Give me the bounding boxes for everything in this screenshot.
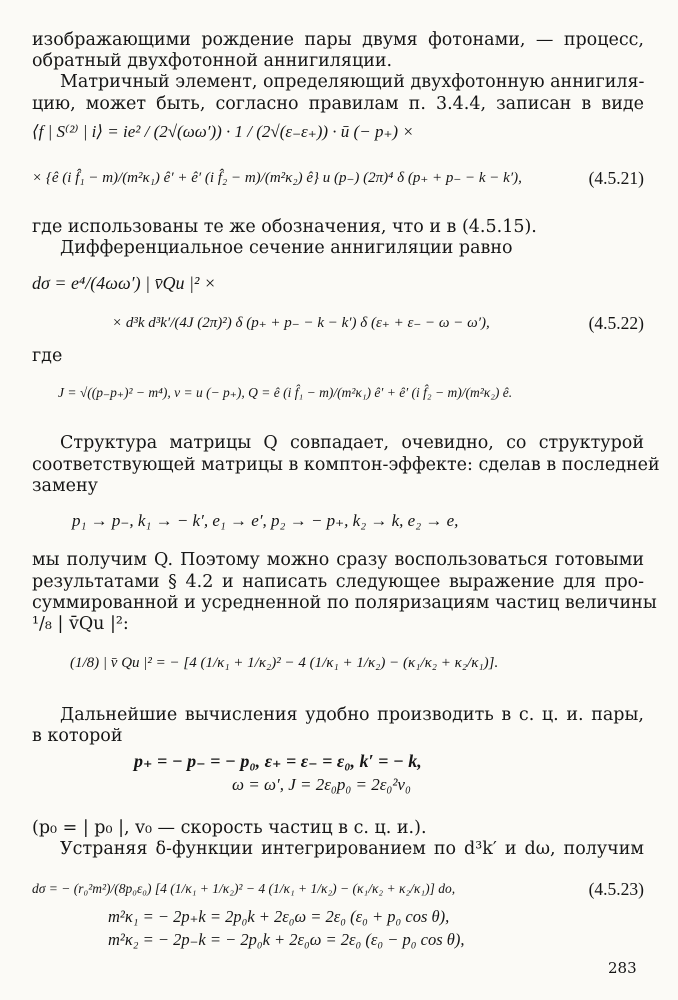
equation-cm-frame-line1: p₊ = − p₋ = − p₀, ε₊ = ε₋ = ε₀, k′ = − k, <box>134 751 422 771</box>
equation-4-5-23-line1: dσ = − (r₀²m²)/(8p₀ε₀) [4 (1/κ₁ + 1/κ₂)² − 4 (1/κ₁ + 1/κ₂) − (κ₁/κ₂ + κ₂/κ₁)] do, <box>32 881 456 896</box>
paragraph-line: Устраняя δ-функции интегрированием по d³k′ и dω, получим <box>60 839 644 859</box>
paragraph-line: мы получим Q. Поэтому можно сразу воспользоваться готовыми <box>32 550 644 570</box>
equation-definitions: J = √((p₋p₊)² − m⁴), v = u (− p₊), Q = ê (i f̂₁ − m)/(m²κ₁) ê′ + ê′ (i f̂₂ − m)/(m²κ₂) ê. <box>58 385 513 400</box>
equation-cm-frame-line2: ω = ω′, J = 2ε₀p₀ = 2ε₀²v₀ <box>232 775 411 794</box>
equation-4-5-21-line1: ⟨f | S⁽²⁾ | i⟩ = ie² / (2√(ωω′)) · 1 / (2√(ε₋ε₊)) · ū (− p₊) × <box>32 122 414 141</box>
paragraph-line: обратный двухфотонной аннигиляции. <box>32 51 393 71</box>
paragraph-line: в которой <box>32 726 123 746</box>
paragraph-line: Структура матрицы Q совпадает, очевидно, со структурой <box>60 433 644 453</box>
paragraph-line: где использованы те же обозначения, что и в (4.5.15). <box>32 217 537 237</box>
page-number: 283 <box>608 959 637 977</box>
paragraph-line: Матричный элемент, определяющий двухфотонную аннигиля- <box>60 72 645 92</box>
equation-4-5-22-line2: × d³k d³k′/(4J (2π)²) δ (p₊ + p₋ − k − k′) δ (ε₊ + ε₋ − ω − ω′), <box>112 315 490 331</box>
equation-number: (4.5.21) <box>588 168 644 188</box>
equation-4-5-22-line1: dσ = e⁴/(4ωω′) | v̄Qu |² × <box>32 273 217 293</box>
paragraph-line: Дальнейшие вычисления удобно производить в с. ц. и. пары, <box>60 705 644 725</box>
paragraph-line: соответствующей матрицы в комптон-эффекте: сделав в последней <box>32 455 660 475</box>
equation-trace-result: (1/8) | v̄ Qu |² = − [4 (1/κ₁ + 1/κ₂)² − 4 (1/κ₁ + 1/κ₂) − (κ₁/κ₂ + κ₂/κ₁)]. <box>70 655 499 671</box>
equation-4-5-23-line2: m²κ₁ = − 2p₊k = 2p₀k + 2ε₀ω = 2ε₀ (ε₀ + p₀ cos θ), <box>108 907 450 926</box>
equation-4-5-23-line3: m²κ₂ = − 2p₋k = − 2p₀k + 2ε₀ω = 2ε₀ (ε₀ − p₀ cos θ), <box>108 930 465 949</box>
paragraph-line: замену <box>32 476 98 496</box>
equation-number: (4.5.23) <box>588 879 644 899</box>
paragraph-line: цию, может быть, согласно правилам п. 3.4.4, записан в виде <box>32 94 644 114</box>
paragraph-line: (p₀ = | p₀ |, v₀ — скорость частиц в с. ц. и.). <box>32 818 427 838</box>
paragraph-line: изображающими рождение пары двумя фотонами, — процесс, <box>32 30 644 50</box>
paragraph-line: где <box>32 346 63 366</box>
paragraph-line: результатами § 4.2 и написать следующее выражение для про- <box>32 572 644 592</box>
paragraph-line: суммированной и усредненной по поляризациям частиц величины <box>32 593 657 613</box>
paragraph-line: ¹/₈ | v̄Qu |²: <box>32 614 129 634</box>
paragraph-line: Дифференциальное сечение аннигиляции равно <box>60 238 513 258</box>
equation-substitution: p₁ → p₋, k₁ → − k′, e₁ → e′, p₂ → − p₊, k₂ → k, e₂ → e, <box>72 511 459 530</box>
equation-4-5-21-line2: × {ê (i f̂₁ − m)/(m²κ₁) ê′ + ê′ (i f̂₂ − m)/(m²κ₂) ê} u (p₋) (2π)⁴ δ (p₊ + p₋ − k − k′), <box>32 170 522 186</box>
equation-number: (4.5.22) <box>588 313 644 333</box>
